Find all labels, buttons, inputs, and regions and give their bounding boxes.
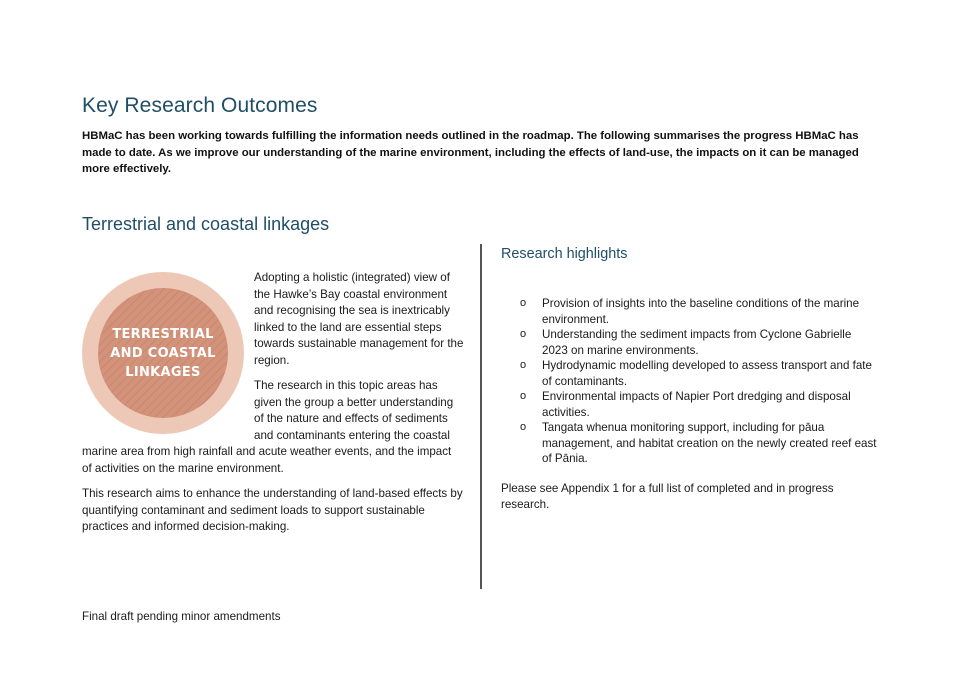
list-item-text: Provision of insights into the baseline conditions of the marine environment. bbox=[542, 297, 860, 326]
research-highlights-title: Research highlights bbox=[501, 246, 628, 262]
list-item-text: Environmental impacts of Napier Port dredging and disposal activities. bbox=[542, 390, 851, 419]
list-item bbox=[520, 296, 880, 327]
bullet-icon: o bbox=[520, 390, 527, 402]
section-paragraph-2: The research in this topic areas has given the group a better understanding of the nature and effects of sediments and contaminants entering the coastal marine area from high rainfall and acute weather events, and the impact of activities on the marine environment. bbox=[82, 379, 454, 476]
bullet-icon: o bbox=[520, 328, 527, 340]
bullet-icon: o bbox=[520, 359, 527, 371]
list-item bbox=[520, 389, 880, 420]
list-item bbox=[520, 358, 880, 389]
section-paragraph-1: Adopting a holistic (integrated) view of the Hawke’s Bay coastal environment and recognising the sea is inextricably linked to the land are essential steps towards sustainable management for the region. bbox=[254, 271, 464, 367]
list-item-text: Hydrodynamic modelling developed to assess transport and fate of contaminants. bbox=[542, 359, 872, 388]
list-item-text: Tangata whenua monitoring support, including for pāua management, and habitat creation on the newly created reef east of Pānia. bbox=[542, 421, 877, 465]
terrestrial-coastal-badge bbox=[82, 272, 244, 434]
list-item-text: Understanding the sediment impacts from Cyclone Gabrielle 2023 on marine environments. bbox=[542, 328, 852, 357]
research-highlights-list bbox=[520, 296, 880, 467]
bullet-icon: o bbox=[520, 297, 527, 309]
section-body bbox=[82, 270, 464, 544]
page-title: Key Research Outcomes bbox=[82, 94, 318, 117]
footer-note: Final draft pending minor amendments bbox=[82, 610, 281, 623]
section-paragraph-3: This research aims to enhance the understanding of land-based effects by quantifying contaminant and sediment loads to support sustainable practices and informed decision-making. bbox=[82, 487, 463, 534]
bullet-icon: o bbox=[520, 421, 527, 433]
appendix-note: Please see Appendix 1 for a full list of completed and in progress research. bbox=[501, 482, 834, 511]
intro-paragraph: HBMaC has been working towards fulfilling the information needs outlined in the roadmap. The following summarises the progress HBMaC has made to date. As we improve our understanding of the marine environment, including the effects of land-use, the impacts on it can be managed more effectively. bbox=[82, 130, 859, 175]
badge-label: TERRESTRIAL AND COASTAL LINKAGES bbox=[110, 326, 216, 380]
badge-inner-circle bbox=[98, 288, 228, 418]
list-item bbox=[520, 327, 880, 358]
list-item bbox=[520, 420, 880, 467]
column-divider bbox=[480, 244, 482, 589]
section-title: Terrestrial and coastal linkages bbox=[82, 214, 330, 234]
